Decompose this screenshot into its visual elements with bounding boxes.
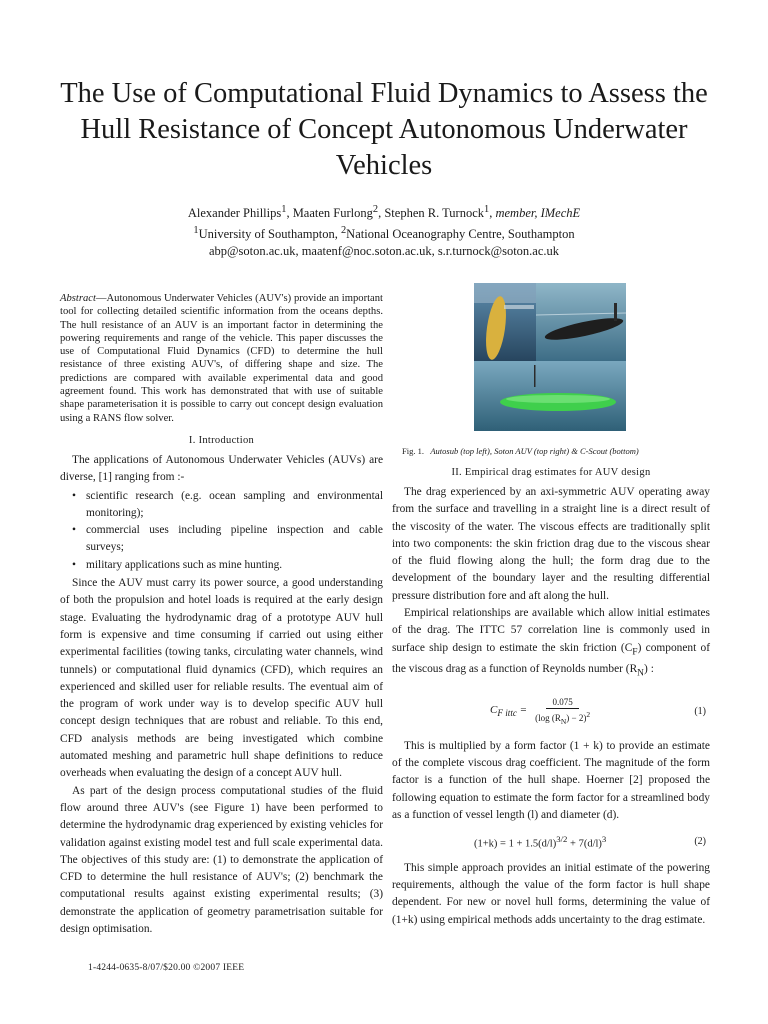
list-item: • scientific research (e.g. ocean sampling and environmental monitoring); (76, 488, 383, 523)
intro-paragraph-3: As part of the design process computational studies of the fluid flow around three AUV's (see Figure 1) have been performed to determine the hydrodynamic drag experienced by existing vehicles for validation against existing model test and full scale experimental data. The objectives of this study are: (1) to demonstrate the application of CFD to determine the hull resistance of AUV's; (2) benchmark the computational results against existing experimental results; (3) demonstrate the application of geometry parametrisation suitable for design optimisation. (60, 784, 383, 935)
figure-1-caption: Fig. 1. Autosub (top left), Soton AUV (top right) & C-Scout (bottom) (402, 446, 639, 456)
abstract: Abstract—Autonomous Underwater Vehicles (AUV's) provide an important tool for collecting detailed scientific information from the oceans depths. The hull resistance of an AUV is an important factor in determining the powering requirements and range of the vehicle. This paper discusses the use of Computational Fluid Dynamics (CFD) to determine the hull resistance of three existing AUV's, of differing shape and size. The predictions are compared with available experimental data and good agreement found. This work has demonstrated that with use of suitable shape parameterisation it is possible to carry out concept design evaluation using a RANS flow solver. (60, 293, 383, 424)
figure-1-auv-images (474, 283, 626, 431)
paper-title: The Use of Computational Fluid Dynamics to Assess the Hull Resistance of Concept Autonomous Underwater Vehicles (60, 78, 708, 181)
list-item: • military applications such as mine hunting. (76, 557, 383, 574)
drag-paragraph-4: This simple approach provides an initial estimate of the powering requirements, although the value of the form factor is hull shape dependent. For new or novel hull forms, determining the value of (1+k) using empirical methods adds uncertainty to the drag estimate. (392, 861, 710, 926)
section-heading-empirical-drag: II. Empirical drag estimates for AUV design (451, 467, 651, 478)
author-affiliations: $^1$University of Southampton, $^2$National Oceanography Centre, Southampton (193, 225, 575, 242)
auv-figure-graphic (474, 283, 626, 431)
drag-paragraph-2: Empirical relationships are available which allow initial estimates of the drag. The ITTC 57 correlation line is commonly used in surface ship design to estimate the skin friction $(C_F)$ component of the viscous drag as a function of Reynolds number $(R_N)$ : (392, 607, 710, 679)
author-names: Alexander Phillips$^1$, Maaten Furlong$^2$, Stephen R. Turnock$^1$, member, IMechE (187, 204, 581, 221)
copyright-footer: 1-4244-0635-8/07/$20.00 ©2007 IEEE (88, 963, 245, 973)
section-heading-introduction: I. Introduction (188, 434, 255, 446)
intro-paragraph-1: The applications of Autonomous Underwater Vehicles (AUVs) are diverse, [1] ranging from :- (60, 453, 383, 484)
author-emails: abp@soton.ac.uk, maatenf@noc.soton.ac.uk, s.r.turnock@soton.ac.uk (208, 244, 560, 259)
drag-paragraph-1: The drag experienced by an axi-symmetric AUV operating away from the surface and travelling in a straight line is a direct result of the viscosity of the water. The viscous effects are traditionally split into two components: the skin friction drag due to the viscous shear of the fluid flowing along the hull; the form drag due to the development of the boundary layer and the resulting differential pressure distribution fore and aft along the hull. (392, 486, 710, 602)
left-column (60, 292, 383, 938)
applications-list (60, 488, 383, 574)
list-item: • commercial uses including pipeline inspection and cable surveys; (76, 522, 383, 557)
right-column (392, 283, 710, 929)
author-block (40, 201, 728, 260)
equation-1: $C_{F ittc}$ = $\frac{0.075}{(\log (R_N) - 2)^2}$ (1) (490, 696, 706, 726)
equation-2: $(1+k) = 1 + 1.5(d/l)^{3/2} + 7(d/l)^3$ (2) (474, 834, 706, 850)
intro-paragraph-2: Since the AUV must carry its power source, a good understanding of both the propulsion and hotel loads is required at the early design stage. Evaluating the hydrodynamic drag of a prototype AUV hull form is expensive and time consuming if carried out using either experimental facilities (towing tanks, circulating water channels, wind tunnels) or computational fluid dynamics (CFD), which requires an experienced and skilled user for reliable results. The eventual aim of the program of work under way is to develop specific AUV hull concept design techniques that are robust and reliable. To this end, CFD analysis methods are being investigated which combine automated meshing and parametric hull shape definitions to reduce overheads when evaluating the design of a concept AUV hull. (60, 577, 383, 780)
drag-paragraph-3: This is multiplied by a form factor (1 + k) to provide an estimate of the complete viscous drag coefficient. The magnitude of the form factor is a function of the hull shape. Hoerner [2] proposed the following equation to estimate the form factor for a streamlined body as a function of vessel length (l) and diameter (d). (392, 739, 710, 821)
